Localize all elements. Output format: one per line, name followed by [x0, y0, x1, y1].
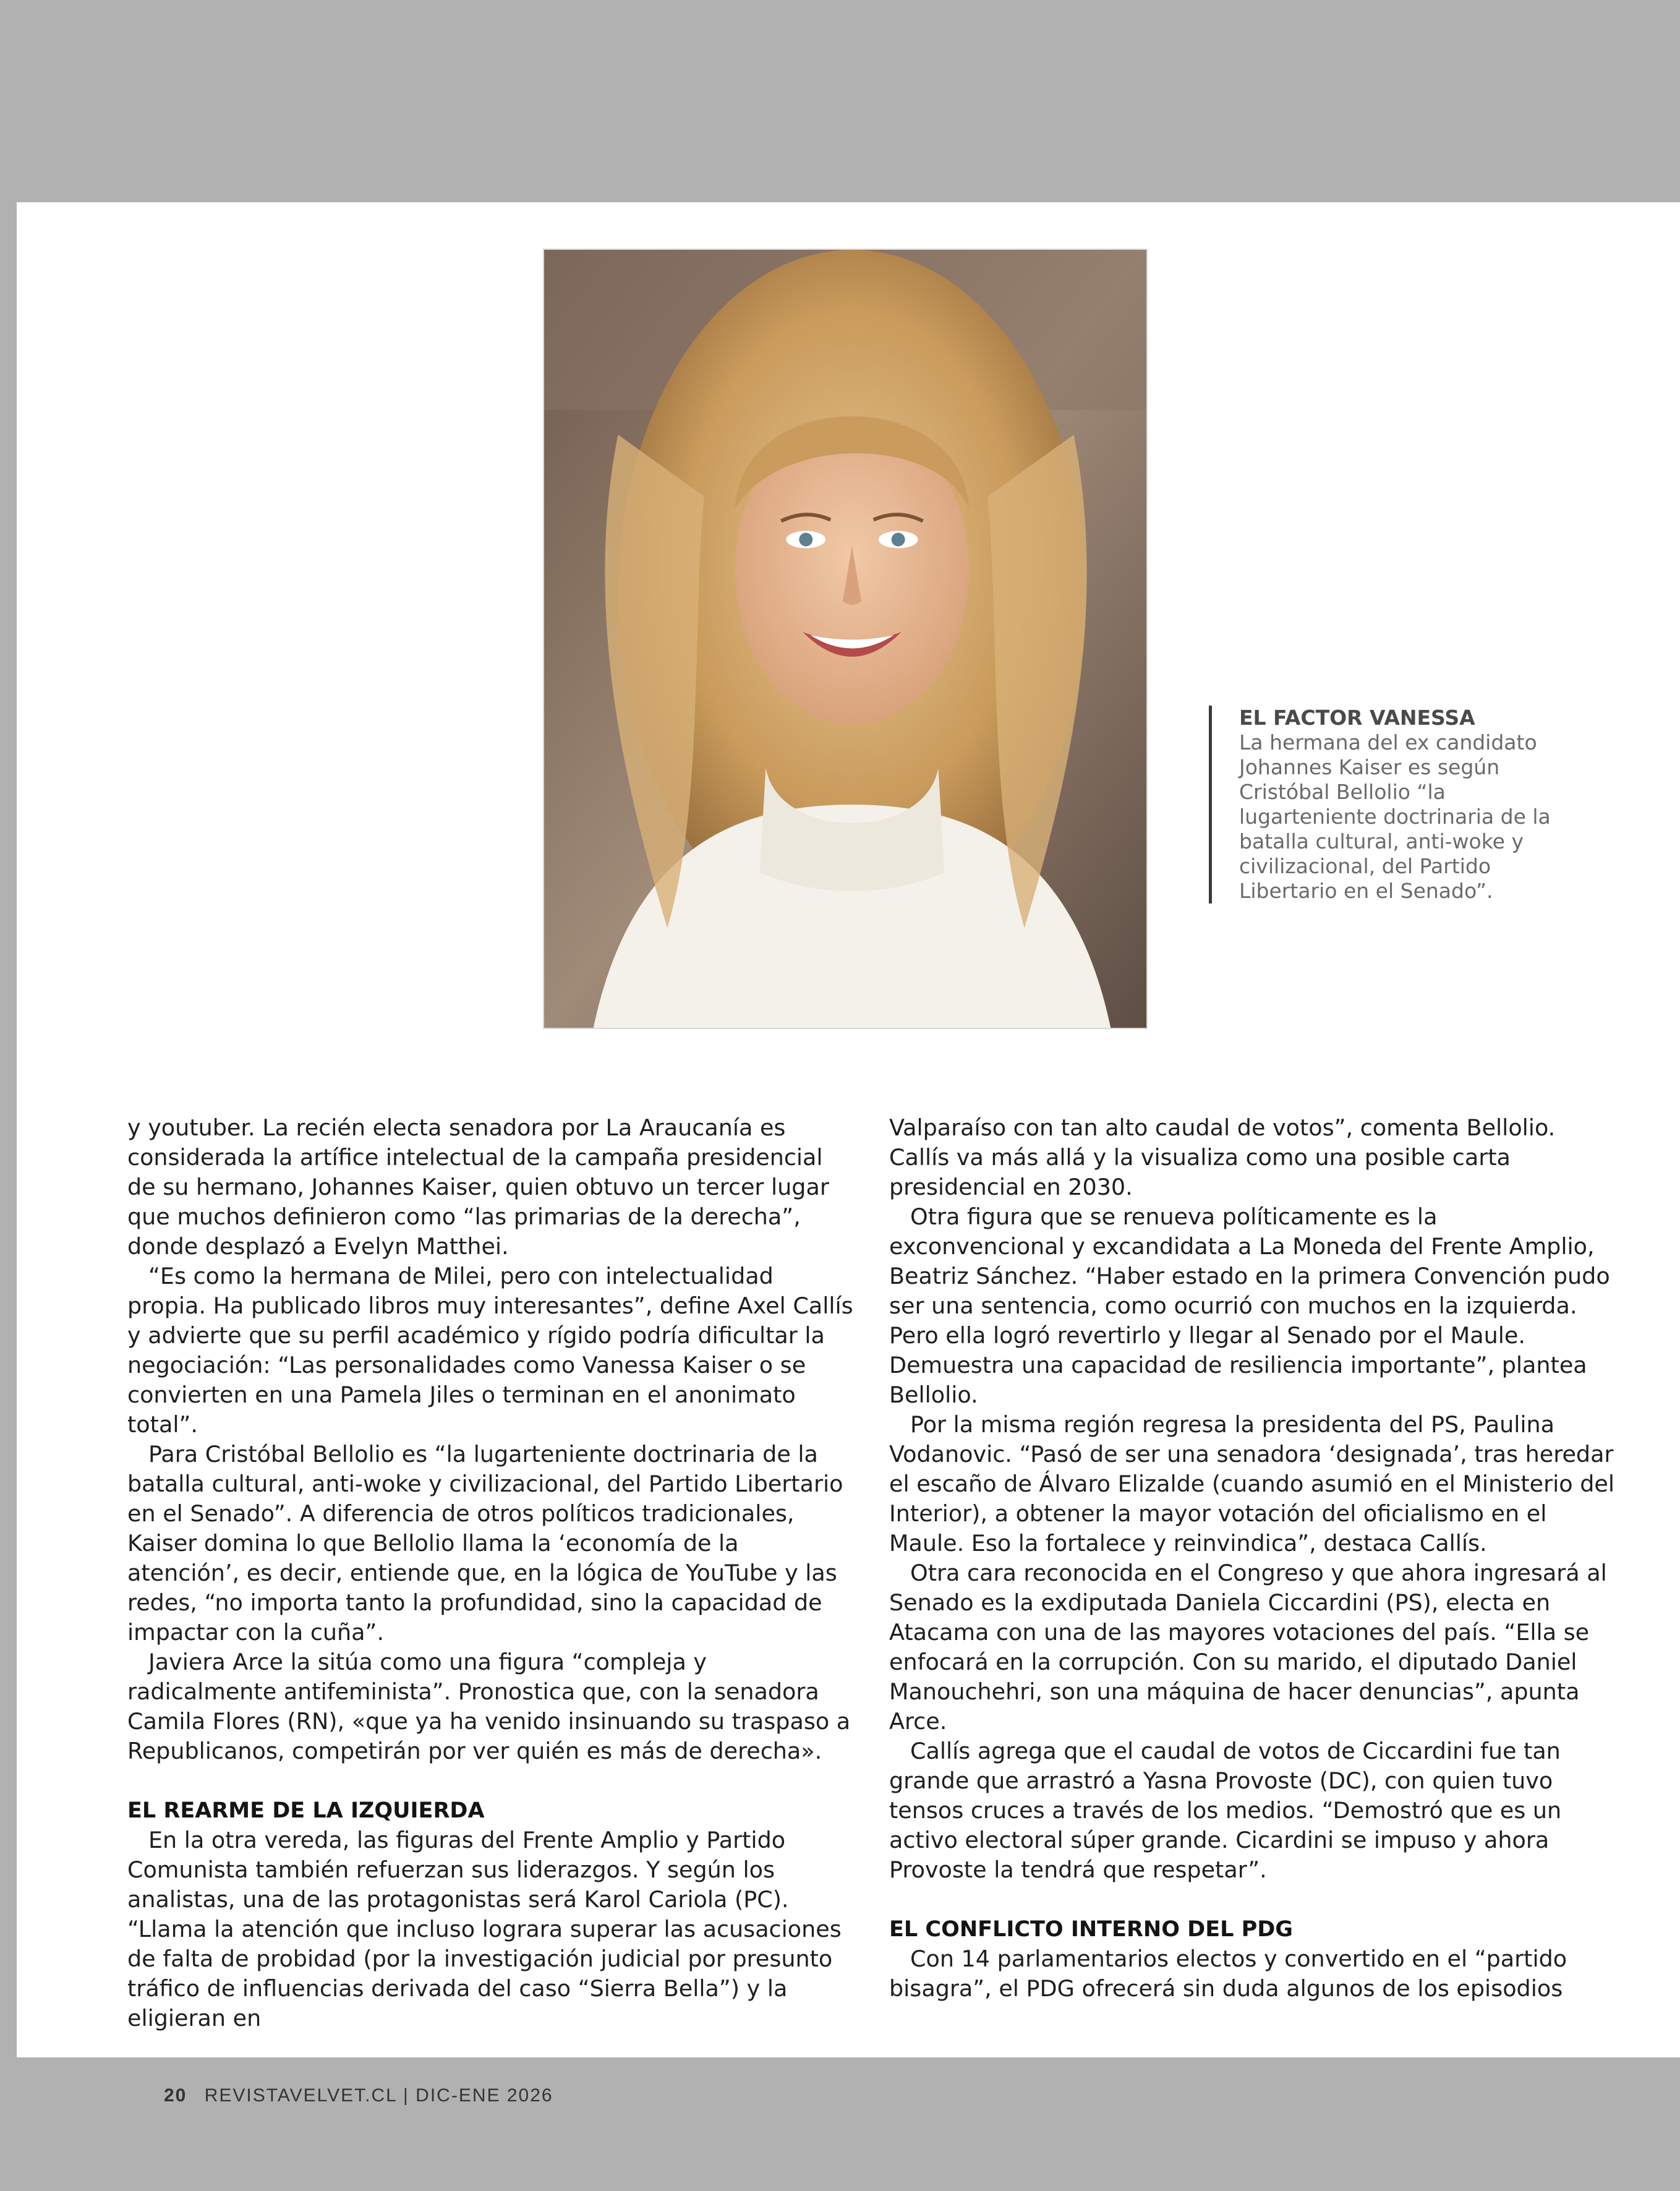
publication-name: REVISTAVELVET.CL | DIC-ENE 2026	[204, 2085, 553, 2106]
paragraph: Con 14 parlamentarios electos y convertido en el “partido bisagra”, el PDG ofrecerá sin duda algunos de los episodios	[889, 1945, 1567, 2002]
portrait-illustration	[544, 250, 1146, 1028]
paragraph: Para Cristóbal Bellolio es “la lugarteniente doctrinaria de la batalla cultural, anti-woke y civilizacional, del Partido Libertario en el Senado”. A diferencia de otros políticos tradicionales, Kaiser domina lo que Bellolio llama la ‘economía de la atención’, es decir, entiende que, en la lógica de YouTube y las redes, “no importa tanto la profundidad, sino la capacidad de impactar con la cuña”.	[127, 1441, 843, 1646]
paragraph: Por la misma región regresa la presidenta del PS, Paulina Vodanovic. “Pasó de ser una senadora ‘designada’, tras heredar el escaño de Álvaro Elizalde (cuando asumió en el Ministerio del Interior), a obtener la mayor votación del oficialismo en el Maule. Eso la fortalece y reinvindica”, destaca Callís.	[889, 1411, 1614, 1557]
page-footer	[164, 2085, 553, 2106]
paragraph: Valparaíso con tan alto caudal de votos”, comenta Bellolio. Callís va más allá y la visualiza como una posible carta presidencial en 2030.	[889, 1114, 1556, 1200]
paragraph: Javiera Arce la sitúa como una figura “compleja y radicalmente antifeminista”. Pronostica que, con la senadora Camila Flores (RN), «que ya ha venido insinuando su traspaso a Republicanos, competirán por ver quién es más de derecha».	[127, 1649, 851, 1764]
paragraph: Otra figura que se renueva políticamente es la exconvencional y excandidata a La Moneda del Frente Amplio, Beatriz Sánchez. “Haber estado en la primera Convención pudo ser una sentencia, como ocurrió con muchos en la izquierda. Pero ella logró revertirlo y llegar al Senado por el Maule. Demuestra una capacidad de resiliencia importante”, plantea Bellolio.	[889, 1203, 1610, 1408]
paragraph: Otra cara reconocida en el Congreso y que ahora ingresará al Senado es la exdiputada Daniela Ciccardini (PS), electa en Atacama con una de las mayores votaciones del país. “Ella se enfocará en la corrupción. Con su marido, el diputado Daniel Manouchehri, son una máquina de hacer denuncias”, apunta Arce.	[889, 1560, 1607, 1735]
paragraph: En la otra vereda, las figuras del Frente Amplio y Partido Comunista también refuerzan sus liderazgos. Y según los analistas, una de las protagonistas será Karol Cariola (PC). “Llama la atención que incluso lograra superar las acusaciones de falta de probidad (por la investigación judicial por presunto tráfico de influencias derivada del caso “Sierra Bella”) y la eligieran en	[127, 1827, 842, 2031]
page-number: 20	[164, 2085, 187, 2106]
section-heading: EL CONFLICTO INTERNO DEL PDG	[889, 1917, 1294, 1942]
article-column-left	[127, 1113, 854, 2033]
portrait-photo	[543, 249, 1148, 1029]
caption-body: La hermana del ex candidato Johannes Kaiser es según Cristóbal Bellolio “la lugarteniente doctrinaria de la batalla cultural, anti-woke y civilizacional, del Partido Libertario en el Senado”.	[1239, 730, 1551, 903]
paragraph: y youtuber. La recién electa senadora por La Araucanía es considerada la artífice intelectual de la campaña presidencial de su hermano, Johannes Kaiser, quien obtuvo un tercer lugar que muchos definieron como “las primarias de la derecha”, donde desplazó a Evelyn Matthei.	[127, 1114, 829, 1260]
paragraph: Callís agrega que el caudal de votos de Ciccardini fue tan grande que arrastró a Yasna Provoste (DC), con quien tuvo tensos cruces a través de los medios. “Demostró que es un activo electoral súper grande. Cicardini se impuso y ahora Provoste la tendrá que respetar”.	[889, 1738, 1562, 1883]
article-column-right	[889, 1113, 1616, 2004]
photo-caption	[1209, 706, 1561, 903]
caption-title: EL FACTOR VANESSA	[1239, 706, 1475, 730]
section-heading: EL REARME DE LA IZQUIERDA	[127, 1798, 485, 1823]
paragraph: “Es como la hermana de Milei, pero con intelectualidad propia. Ha publicado libros muy interesantes”, define Axel Callís y advierte que su perfil académico y rígido podría dificultar la negociación: “Las personalidades como Vanessa Kaiser o se convierten en una Pamela Jiles o terminan en el anonimato total”.	[127, 1263, 853, 1438]
